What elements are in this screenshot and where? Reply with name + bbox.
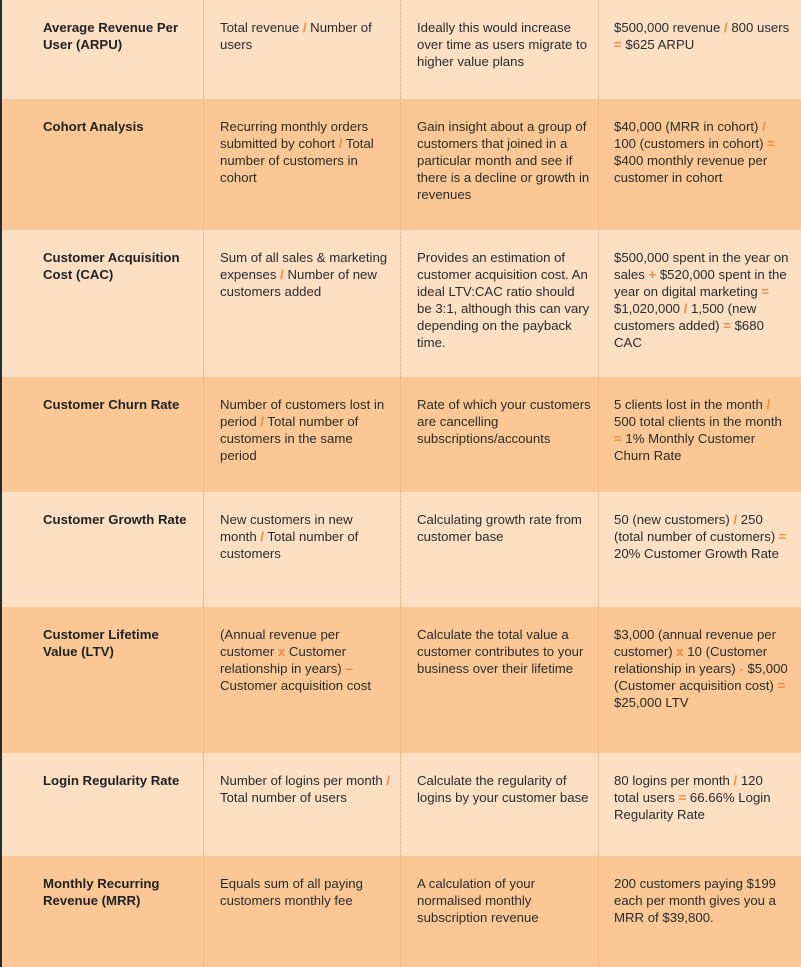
text-segment: 66.66% Login Regularity Rate [614,790,771,822]
metric-name: Average Revenue Per User (ARPU) [43,20,179,52]
text-segment: Total number of customers [220,529,359,561]
text-segment: Equals sum of all paying customers monthly fee [220,876,363,908]
table-row [2,0,801,99]
text-segment: $3,000 (annual revenue per customer) [614,627,777,659]
metric-name: Monthly Recurring Revenue (MRR) [43,876,160,908]
table-row [2,99,801,230]
metric-formula [203,377,400,492]
metrics-table [2,0,801,967]
operator-symbol: x [676,644,684,659]
metric-description: Calculating growth rate from customer base [400,492,598,607]
table-row [2,753,801,856]
text-segment: $40,000 (MRR in cohort) [614,119,763,134]
operator-symbol: / [733,512,738,527]
text-segment: 5 clients lost in the month [614,397,767,412]
text-segment: $520,000 spent in the year on digital marketing [614,267,787,299]
metric-example [598,753,801,856]
text-segment: $1,020,000 [614,301,684,316]
text-segment: $500,000 revenue [614,20,724,35]
table-row [2,856,801,967]
operator-symbol: = [614,431,622,446]
text-segment: New customers in new month [220,512,353,544]
operator-symbol: x [277,644,286,659]
text-segment: $625 ARPU [621,37,695,52]
operator-symbol: = [678,790,687,805]
operator-symbol: / [260,414,264,429]
operator-symbol: / [386,773,391,788]
text-segment: Customer relationship in years) [220,644,347,676]
metric-name: Customer Acquisition Cost (CAC) [43,250,180,282]
metric-name: Cohort Analysis [43,119,144,134]
metric-description: Calculate the total value a customer contributes to your business over their lifetime [400,607,598,753]
table-row [2,607,801,753]
text-segment: Number of customers lost in period [220,397,385,429]
operator-symbol: = [777,678,786,693]
text-segment: 200 customers paying $199 each per month gives you a MRR of $39,800. [614,876,777,925]
text-segment: $400 monthly revenue per customer in cohort [614,153,768,185]
operator-symbol: / [302,20,307,35]
metric-formula [203,492,400,607]
operator-symbol: + [648,267,657,282]
operator-symbol: / [683,301,688,316]
operator-symbol: / [338,136,343,151]
metric-description: Calculate the regularity of logins by your customer base [400,753,598,856]
metric-name: Customer Growth Rate [43,512,187,527]
text-segment: 800 users [727,20,790,35]
text-segment: 250 (total number of customers) [614,512,779,544]
text-segment: 50 (new customers) [614,512,734,527]
operator-symbol: / [766,397,771,412]
text-segment: Customer acquisition cost [220,678,371,693]
operator-symbol: = [778,529,787,544]
metric-formula [203,99,400,230]
metric-formula [203,753,400,856]
text-segment: $680 CAC [614,318,764,350]
text-segment: $500,000 spent in the year on sales [614,250,789,282]
text-segment: Recurring monthly orders submitted by cohort [220,119,369,151]
text-segment: Total revenue [220,20,303,35]
text-segment: 20% Customer Growth Rate [614,546,779,561]
operator-symbol: - [739,661,744,676]
text-segment: Total number of customers in cohort [220,136,374,185]
text-segment: 120 total users [614,773,763,805]
operator-symbol: = [723,318,731,333]
metric-name: Customer Lifetime Value (LTV) [43,627,159,659]
operator-symbol: / [762,119,766,134]
metric-example [598,377,801,492]
text-segment: 500 total clients in the month [614,414,782,429]
text-segment: 10 (Customer relationship in years) [614,644,768,676]
text-segment: 80 logins per month [614,773,734,788]
operator-symbol: / [724,20,728,35]
text-segment: Number of logins per month [220,773,387,788]
operator-symbol: = [761,284,770,299]
text-segment: Total number of customers in the same period [220,414,359,463]
metric-formula [203,0,400,99]
metric-example [598,607,801,753]
text-segment: $5,000 (Customer acquisition cost) [614,661,788,693]
metric-name: Customer Churn Rate [43,397,180,412]
metric-description: A calculation of your normalised monthly subscription revenue [400,856,598,967]
operator-symbol: = [767,136,775,151]
operator-symbol: / [280,267,284,282]
text-segment: Total number of users [220,790,347,805]
operator-symbol: / [260,529,264,544]
metric-formula [203,607,400,753]
text-segment: 100 (customers in cohort) [614,136,768,151]
metric-description: Provides an estimation of customer acquisition cost. An ideal LTV:CAC ratio should be 3:1, although this can vary depending on the payback time. [400,230,598,377]
metric-example [598,230,801,377]
text-segment: (Annual revenue per customer [220,627,340,659]
text-segment: Sum of all sales & marketing expenses [220,250,388,282]
metric-formula [203,856,400,967]
metric-description: Gain insight about a group of customers that joined in a particular month and see if there is a decline or growth in revenues [400,99,598,230]
metric-example [598,0,801,99]
text-segment: 1% Monthly Customer Churn Rate [614,431,756,463]
metric-formula [203,230,400,377]
text-segment: $25,000 LTV [614,695,689,710]
metric-name: Login Regularity Rate [43,773,180,788]
metric-description: Rate of which your customers are cancelling subscriptions/accounts [400,377,598,492]
table-row [2,492,801,607]
text-segment: Number of new customers added [220,267,377,299]
operator-symbol: / [733,773,738,788]
table-row [2,377,801,492]
metric-example [598,492,801,607]
table-row [2,230,801,377]
metric-example [598,99,801,230]
text-segment: 1,500 (new customers added) [614,301,757,333]
metric-example [598,856,801,967]
operator-symbol: – [345,661,353,676]
metric-description: Ideally this would increase over time as users migrate to higher value plans [400,0,598,99]
text-segment: Number of users [220,20,372,52]
operator-symbol: = [614,37,622,52]
